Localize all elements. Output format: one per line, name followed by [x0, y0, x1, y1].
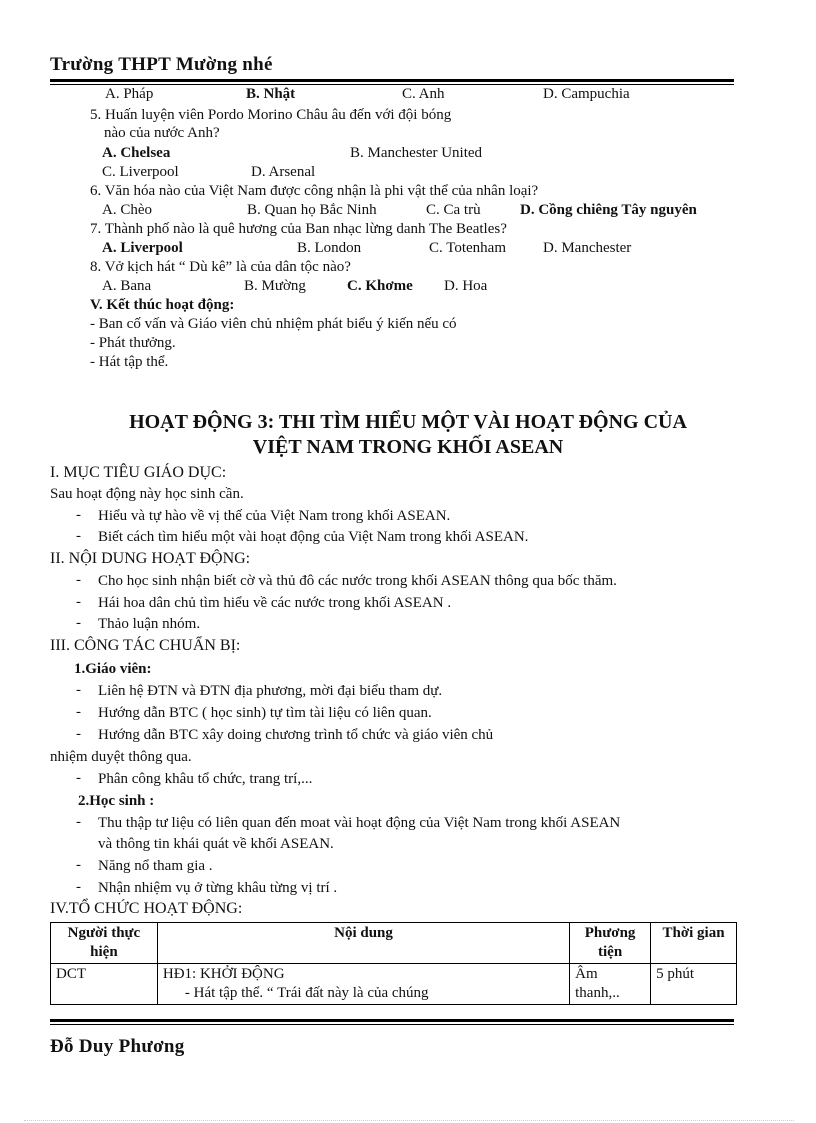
teacher-item: Hướng dẫn BTC ( học sinh) tự tìm tài liệu có liên quan.: [98, 705, 432, 721]
bullet-dash: -: [76, 814, 81, 830]
cell-who: DCT: [51, 964, 158, 1005]
col-header-time: Thời gian: [651, 923, 737, 964]
closing-item: - Hát tập thể.: [90, 354, 169, 370]
cell-content-title: HĐ1: KHỞI ĐỘNG: [162, 966, 285, 982]
student-heading: 2.Học sinh :: [78, 793, 155, 809]
bullet-dash: -: [76, 615, 81, 631]
student-item-line1: Thu thập tư liệu có liên quan đến moat vài hoạt động của Việt Nam trong khối ASEAN: [98, 815, 621, 831]
header-rule-thick: [50, 79, 734, 82]
q6-text: 6. Văn hóa nào của Việt Nam được công nhận là phi vật thể của nhân loại?: [90, 183, 539, 199]
school-header: Trường THPT Mường nhé: [50, 54, 273, 75]
section1-heading: I. MỤC TIÊU GIÁO DỤC:: [50, 464, 227, 481]
q5-option-a: A. Chelsea: [102, 145, 171, 161]
section2-heading: II. NỘI DUNG HOẠT ĐỘNG:: [50, 550, 251, 567]
q8-option-b: B. Mường: [244, 278, 306, 294]
q7-option-b: B. London: [297, 240, 362, 256]
q6-option-d: D. Cồng chiêng Tây nguyên: [520, 202, 697, 218]
cell-means-text: Âm thanh,..: [575, 966, 620, 1001]
bullet-dash: -: [76, 770, 81, 786]
bullet-dash: -: [76, 528, 81, 544]
student-item: Năng nổ tham gia .: [98, 858, 213, 874]
q8-text: 8. Vở kịch hát “ Dù kê” là của dân tộc nào?: [90, 259, 351, 275]
q5-option-b: B. Manchester United: [350, 145, 483, 161]
section2-item: Cho học sinh nhận biết cờ và thủ đô các nước trong khối ASEAN thông qua bốc thăm.: [98, 573, 617, 589]
q7-text: 7. Thành phố nào là quê hương của Ban nhạc lừng danh The Beatles?: [90, 221, 507, 237]
cell-content-item: - Hát tập thể. “ Trái đất này là của chúng: [184, 985, 429, 1001]
q8-option-d: D. Hoa: [444, 278, 488, 294]
section3-heading: III. CÔNG TÁC CHUẨN BỊ:: [50, 637, 241, 654]
footer-rule-thick: [50, 1019, 734, 1022]
q6-option-c: C. Ca trù: [426, 202, 481, 218]
teacher-item: Liên hệ ĐTN và ĐTN địa phương, mời đại biểu tham dự.: [98, 683, 443, 699]
col-header-means: Phương tiện: [570, 923, 651, 964]
q6-option-a: A. Chèo: [102, 202, 152, 218]
bullet-dash: -: [76, 682, 81, 698]
bullet-dash: -: [76, 704, 81, 720]
col-header-who: Người thực hiện: [51, 923, 158, 964]
q5-text-line1: 5. Huấn luyện viên Pordo Morino Châu âu đến với đội bóng: [90, 107, 452, 123]
q6-option-b: B. Quan họ Bắc Ninh: [247, 202, 377, 218]
closing-item: - Phát thưởng.: [90, 335, 176, 351]
section4-heading: IV.TỔ CHỨC HOẠT ĐỘNG:: [50, 900, 243, 917]
footer-rule-thin: [50, 1024, 734, 1025]
q4-option-d: D. Campuchia: [543, 86, 630, 102]
bullet-dash: -: [76, 594, 81, 610]
q7-option-c: C. Totenham: [429, 240, 506, 256]
bullet-dash: -: [76, 572, 81, 588]
bullet-dash: -: [76, 857, 81, 873]
teacher-item: Phân công khâu tổ chức, trang trí,...: [98, 771, 313, 787]
cell-content: [157, 964, 569, 1005]
table-header-row: [51, 923, 737, 964]
bullet-dash: -: [76, 507, 81, 523]
q4-option-b: B. Nhật: [246, 86, 296, 102]
q7-option-d: D. Manchester: [543, 240, 632, 256]
teacher-heading: 1.Giáo viên:: [74, 661, 152, 677]
section2-item: Thảo luận nhóm.: [98, 616, 201, 632]
section1-intro: Sau hoạt động này học sinh cần.: [50, 486, 244, 502]
student-item-line2: và thông tin khái quát về khối ASEAN.: [98, 836, 334, 852]
bullet-dash: -: [76, 879, 81, 895]
cell-time: 5 phút: [651, 964, 737, 1005]
author-footer: Đỗ Duy Phương: [50, 1036, 185, 1057]
cell-means: [570, 964, 651, 1005]
q4-option-a: A. Pháp: [105, 86, 154, 102]
activity-title-line1: HOẠT ĐỘNG 3: THI TÌM HIỂU MỘT VÀI HOẠT ĐỘNG CỦA: [129, 411, 687, 433]
teacher-item-wrap: nhiệm duyệt thông qua.: [50, 749, 192, 765]
q8-option-c: C. Khơme: [347, 278, 413, 294]
section2-item: Hái hoa dân chủ tìm hiểu về các nước trong khối ASEAN .: [98, 595, 452, 611]
activity-table: [50, 922, 737, 1005]
q8-option-a: A. Bana: [102, 278, 152, 294]
section1-item: Hiểu và tự hào về vị thế của Việt Nam trong khối ASEAN.: [98, 508, 451, 524]
q7-option-a: A. Liverpool: [102, 240, 183, 256]
student-item: Nhận nhiệm vụ ở từng khâu từng vị trí .: [98, 880, 338, 896]
q5-text-line2: nào của nước Anh?: [104, 125, 220, 141]
col-header-content: Nội dung: [157, 923, 569, 964]
table-row: [51, 964, 737, 1005]
closing-heading: V. Kết thúc hoạt động:: [90, 297, 235, 313]
q5-option-c: C. Liverpool: [102, 164, 179, 180]
activity-title-line2: VIỆT NAM TRONG KHỐI ASEAN: [252, 436, 564, 458]
teacher-item: Hướng dẫn BTC xây doing chương trình tổ chức và giáo viên chủ: [98, 727, 494, 743]
closing-item: - Ban cố vấn và Giáo viên chủ nhiệm phát biểu ý kiến nếu có: [90, 316, 457, 332]
q5-option-d: D. Arsenal: [251, 164, 316, 180]
q4-option-c: C. Anh: [402, 86, 445, 102]
page-bottom-border: [24, 1120, 794, 1121]
bullet-dash: -: [76, 726, 81, 742]
section1-item: Biết cách tìm hiểu một vài hoạt động của Việt Nam trong khối ASEAN.: [98, 529, 529, 545]
